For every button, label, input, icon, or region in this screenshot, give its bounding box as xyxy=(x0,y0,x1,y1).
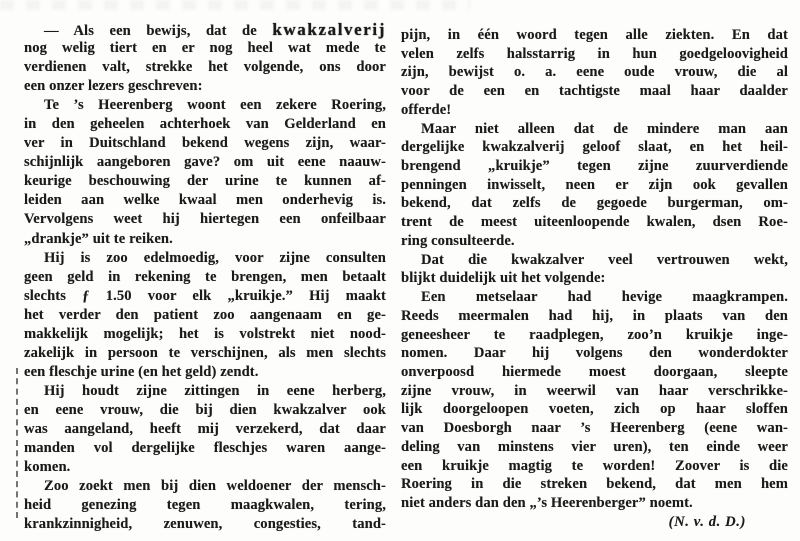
line-text: Zoo zoekt men bij dien weldoener der mensch- xyxy=(44,478,386,495)
line-text: offerde! xyxy=(401,101,452,118)
line-text: schijnlijk aangeboren gave? om uit eene naauw- xyxy=(24,154,386,171)
line-text: Vervolgens weet hij hiertegen een onfeilbaar xyxy=(24,211,386,228)
line-text: Dat die kwakzalver veel vertrouwen wekt, xyxy=(421,251,788,268)
line-text: van Doesborgh naar ’s Heerenberg (eene wan- xyxy=(401,420,788,437)
line-text: zijn, bewijst o. a. eene oude vrouw, die al xyxy=(401,64,788,81)
text-line xyxy=(401,213,788,232)
line-text: — Als een bewijs, dat de xyxy=(44,23,273,39)
line-text: keurige beschouwing der urine te kunnen af- xyxy=(24,173,386,190)
line-text: onverpoosd hiermede moest doorgaan, sleepte xyxy=(401,363,788,380)
text-line xyxy=(401,45,788,64)
text-line xyxy=(401,63,788,82)
line-text: pijn, in één woord tegen alle ziekten. En dat xyxy=(401,27,788,43)
text-line xyxy=(401,176,788,195)
text-line xyxy=(24,230,386,249)
line-text: „drankje” uit te reiken. xyxy=(24,230,173,247)
text-line xyxy=(24,401,386,420)
line-text: geneesheer te raadplegen, zoo’n kruikje inge- xyxy=(401,326,788,343)
line-text: leiden aan welke kwaal men onderhevig is. xyxy=(24,192,386,209)
text-line xyxy=(24,58,386,77)
text-line xyxy=(24,420,386,439)
line-text: het verder den patient zoo aangenaam en ge- xyxy=(24,306,386,323)
text-line xyxy=(24,344,386,363)
text-line xyxy=(24,477,386,496)
text-line xyxy=(24,77,386,96)
line-text: (N. v. d. D.) xyxy=(668,513,746,530)
line-text: ring consulteerde. xyxy=(401,232,515,249)
line-text: krankzinnigheid, zenuwen, congesties, tand- xyxy=(24,516,386,533)
text-line xyxy=(24,382,386,401)
line-text: makkelijk mogelijk; het is volstrekt niet nood- xyxy=(24,325,386,342)
line-text: geen geld in rekening te brengen, men betaalt xyxy=(24,268,386,285)
line-text: zakelijk in persoon te verschijnen, als men slechts xyxy=(24,344,386,361)
line-text: blijkt duidelijk uit het volgende: xyxy=(401,270,606,287)
line-text: was aangeland, heeft mij verzekerd, dat daar xyxy=(24,420,386,437)
line-text: Maar niet alleen dat de mindere man aan xyxy=(421,120,788,137)
text-line xyxy=(401,288,788,307)
text-line xyxy=(24,268,386,287)
text-line xyxy=(401,344,788,363)
text-line xyxy=(24,153,386,172)
line-text: Hij houdt zijne zittingen in eene herberg, xyxy=(44,382,386,399)
line-text: dergelijke kwakzalverij geloof slaat, en het heil- xyxy=(401,139,788,156)
text-line xyxy=(401,513,788,532)
text-line xyxy=(401,120,788,139)
article-column-left xyxy=(24,20,386,534)
text-line xyxy=(24,172,386,191)
line-text: manden vol dergelijke fleschjes waren aange- xyxy=(24,440,386,457)
line-text: een kruikje magtig te worden! Zoover is die xyxy=(401,457,788,474)
line-text: lijk doorgeloopen voeten, zich op haar sloffen xyxy=(401,401,788,418)
line-text: Een metselaar had hevige maagkrampen. xyxy=(421,289,788,306)
line-text: ver in Duitschland bekend wegens zijn, waar- xyxy=(24,135,386,152)
line-text: slechts ƒ 1.50 voor elk „kruikje.” Hij maakt xyxy=(24,287,386,304)
line-text: Reeds meermalen had hij, in plaats van den xyxy=(401,307,788,324)
line-text: Roering in die streken bekend, dat men hem xyxy=(401,476,788,493)
text-line xyxy=(24,325,386,344)
text-line xyxy=(401,138,788,157)
text-line xyxy=(401,400,788,419)
line-text: nog welig tiert en er nog heel wat mede te xyxy=(24,40,386,57)
text-line xyxy=(401,157,788,176)
line-text: trent de meest uiteenloopende kwalen, dsen Roe- xyxy=(401,214,788,231)
emphasized-word: kwakzalverij xyxy=(272,20,386,39)
text-line xyxy=(24,96,386,115)
text-line xyxy=(24,210,386,229)
line-text: en eene vrouw, die bij dien kwakzalver ook xyxy=(24,401,386,418)
text-line xyxy=(24,515,386,534)
text-line xyxy=(401,251,788,270)
text-line xyxy=(401,269,788,288)
article-column-right xyxy=(401,26,788,531)
text-line xyxy=(401,382,788,401)
line-text: penningen inwisselt, neen er zijn ook gevallen xyxy=(401,176,788,193)
line-text: Hij is zoo edelmoedig, voor zijne consulten xyxy=(44,249,386,266)
line-text: Te ’s Heerenberg woont een zekere Roering, xyxy=(44,97,386,114)
text-line xyxy=(401,457,788,476)
line-text: een onzer lezers geschreven: xyxy=(24,78,203,95)
line-text: voor de een en tachtigste maal haar daalder xyxy=(401,83,788,100)
text-line xyxy=(401,475,788,494)
text-line xyxy=(401,438,788,457)
line-text: in den geheelen achterhoek van Gelderland en xyxy=(24,116,386,133)
line-text: nomen. Daar hij volgens den wonderdokter xyxy=(401,345,788,362)
line-text: velen zelfs halsstarrig in hun goedgeloovigheid xyxy=(401,45,788,62)
text-line xyxy=(24,363,386,382)
text-line xyxy=(24,249,386,268)
text-line xyxy=(401,82,788,101)
text-line xyxy=(24,458,386,477)
line-text: verdienen valt, strekke het volgende, ons door xyxy=(24,59,386,76)
line-text: heid genezing tegen maagkwalen, tering, xyxy=(24,497,386,514)
line-text: bekend, dat zelfs de gegoede burgerman, om- xyxy=(401,195,788,212)
margin-fold-mark xyxy=(16,368,18,518)
text-line xyxy=(24,20,386,39)
text-line xyxy=(24,287,386,306)
text-line xyxy=(24,496,386,515)
line-text: brengend „kruikje” tegen zijne zuurverdiende xyxy=(401,158,788,175)
text-line xyxy=(24,115,386,134)
text-line xyxy=(24,191,386,210)
scan-smudge-artifact xyxy=(0,0,470,10)
line-text: deling van minstens vier uren), ten einde weer xyxy=(401,438,788,455)
text-line xyxy=(401,194,788,213)
text-line xyxy=(401,419,788,438)
line-text: zijne vrouw, in weerwil van haar verschrikke- xyxy=(401,382,788,399)
text-line xyxy=(401,101,788,120)
text-line xyxy=(24,134,386,153)
text-line xyxy=(401,494,788,513)
text-line xyxy=(24,39,386,58)
text-line xyxy=(401,363,788,382)
text-line xyxy=(401,326,788,345)
text-line xyxy=(401,26,788,45)
text-line xyxy=(24,306,386,325)
line-text: niet anders dan den „’s Heerenberger” noemt. xyxy=(401,494,693,511)
text-line xyxy=(401,232,788,251)
text-line xyxy=(24,439,386,458)
line-text: een fleschje urine (en het geld) zendt. xyxy=(24,363,259,380)
text-line xyxy=(401,307,788,326)
line-text: komen. xyxy=(24,459,71,476)
